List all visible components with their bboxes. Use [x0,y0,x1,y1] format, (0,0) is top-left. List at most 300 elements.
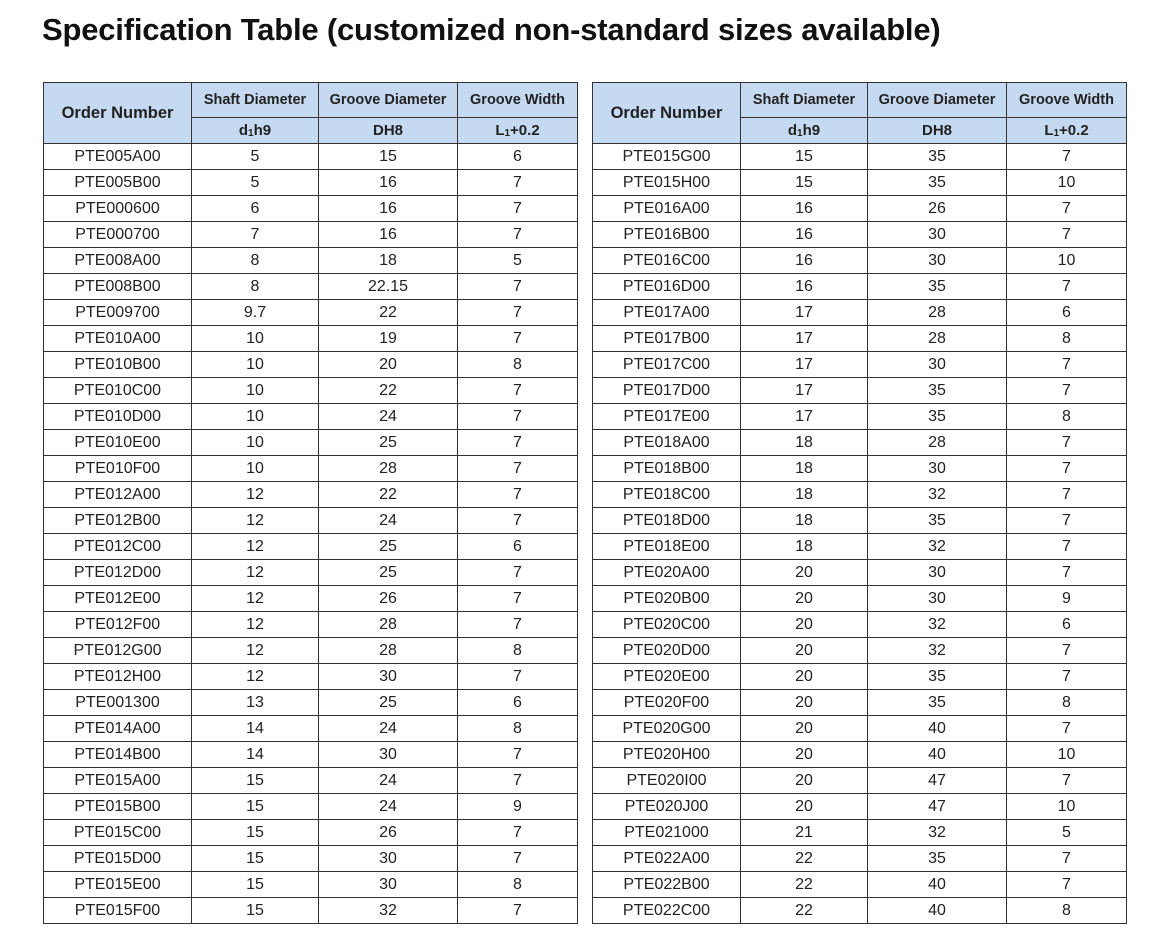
shaft-diameter-cell: 10 [192,326,319,352]
groove-diameter-cell: 26 [319,820,458,846]
groove-width-cell: 7 [458,586,578,612]
groove-diameter-cell: 24 [319,716,458,742]
shaft-diameter-cell: 12 [192,508,319,534]
groove-diameter-cell: 16 [319,196,458,222]
shaft-diameter-cell: 17 [741,300,868,326]
shaft-diameter-cell: 16 [741,274,868,300]
header-groove-diameter: Groove Diameter [319,83,458,118]
header-shaft-diameter: Shaft Diameter [192,83,319,118]
table-row [44,196,578,222]
groove-width-cell: 7 [458,560,578,586]
groove-width-cell: 6 [1007,300,1127,326]
order-number-cell: PTE010F00 [44,456,192,482]
order-number-cell: PTE017E00 [593,404,741,430]
table-row [593,482,1127,508]
shaft-diameter-cell: 20 [741,560,868,586]
groove-width-cell: 7 [458,508,578,534]
groove-width-cell: 7 [458,222,578,248]
groove-diameter-cell: 28 [319,456,458,482]
groove-width-cell: 7 [458,274,578,300]
groove-diameter-cell: 18 [319,248,458,274]
groove-width-cell: 10 [1007,742,1127,768]
table-row [593,404,1127,430]
order-number-cell: PTE010E00 [44,430,192,456]
shaft-diameter-cell: 22 [741,846,868,872]
header-shaft-unit: $d_1h9$ [192,118,319,144]
table-row [44,404,578,430]
groove-width-cell: 7 [1007,456,1127,482]
table-row [44,612,578,638]
order-number-cell: PTE012E00 [44,586,192,612]
table-row [593,846,1127,872]
groove-diameter-cell: 16 [319,170,458,196]
table-row [44,560,578,586]
order-number-cell: PTE018D00 [593,508,741,534]
groove-diameter-cell: 40 [868,898,1007,924]
groove-width-cell: 9 [1007,586,1127,612]
groove-diameter-cell: 35 [868,664,1007,690]
groove-width-cell: 7 [458,664,578,690]
shaft-diameter-cell: 15 [192,794,319,820]
groove-width-cell: 8 [458,716,578,742]
groove-diameter-cell: 24 [319,794,458,820]
order-number-cell: PTE018B00 [593,456,741,482]
page-title: Specification Table (customized non-standard sizes available) [42,12,941,47]
groove-diameter-cell: 16 [319,222,458,248]
table-row [593,352,1127,378]
groove-width-cell: 6 [1007,612,1127,638]
order-number-cell: PTE020G00 [593,716,741,742]
table-row [44,144,578,170]
header-groove-width: Groove Width [458,83,578,118]
shaft-diameter-cell: 20 [741,690,868,716]
groove-width-cell: 7 [1007,534,1127,560]
shaft-diameter-cell: 12 [192,534,319,560]
order-number-cell: PTE020C00 [593,612,741,638]
order-number-cell: PTE021000 [593,820,741,846]
order-number-cell: PTE020B00 [593,586,741,612]
table-row [44,794,578,820]
table-row [44,508,578,534]
groove-width-cell: 7 [1007,378,1127,404]
table-row [593,170,1127,196]
shaft-diameter-cell: 9.7 [192,300,319,326]
groove-diameter-cell: 35 [868,690,1007,716]
groove-width-cell: 8 [1007,690,1127,716]
groove-diameter-cell: 22 [319,378,458,404]
order-number-cell: PTE012C00 [44,534,192,560]
header-shaft-diameter: Shaft Diameter [741,83,868,118]
groove-width-cell: 7 [458,482,578,508]
table-row [593,534,1127,560]
groove-width-cell: 7 [1007,560,1127,586]
groove-width-cell: 8 [1007,326,1127,352]
table-row [593,898,1127,924]
order-number-cell: PTE010D00 [44,404,192,430]
table-row [593,144,1127,170]
table-row [44,638,578,664]
shaft-diameter-cell: 14 [192,742,319,768]
table-row [44,898,578,924]
groove-diameter-cell: 24 [319,768,458,794]
order-number-cell: PTE010C00 [44,378,192,404]
groove-diameter-cell: 28 [319,612,458,638]
groove-diameter-cell: 30 [868,352,1007,378]
order-number-cell: PTE016A00 [593,196,741,222]
order-number-cell: PTE012B00 [44,508,192,534]
shaft-diameter-cell: 17 [741,326,868,352]
groove-width-cell: 7 [1007,482,1127,508]
groove-diameter-cell: 35 [868,508,1007,534]
table-row [44,378,578,404]
groove-diameter-cell: 30 [868,248,1007,274]
order-number-cell: PTE015E00 [44,872,192,898]
groove-diameter-cell: 15 [319,144,458,170]
order-number-cell: PTE020D00 [593,638,741,664]
groove-width-cell: 7 [1007,508,1127,534]
order-number-cell: PTE015H00 [593,170,741,196]
groove-diameter-cell: 30 [868,222,1007,248]
order-number-cell: PTE008A00 [44,248,192,274]
groove-width-cell: 6 [458,690,578,716]
groove-diameter-cell: 47 [868,794,1007,820]
groove-diameter-cell: 32 [868,482,1007,508]
groove-diameter-cell: 25 [319,690,458,716]
table-row [593,378,1127,404]
order-number-cell: PTE015G00 [593,144,741,170]
shaft-diameter-cell: 12 [192,586,319,612]
shaft-diameter-cell: 5 [192,170,319,196]
groove-diameter-cell: 35 [868,846,1007,872]
order-number-cell: PTE020H00 [593,742,741,768]
groove-width-cell: 7 [1007,222,1127,248]
groove-width-cell: 8 [1007,898,1127,924]
shaft-diameter-cell: 5 [192,144,319,170]
order-number-cell: PTE022C00 [593,898,741,924]
groove-width-cell: 7 [458,326,578,352]
shaft-diameter-cell: 22 [741,872,868,898]
shaft-diameter-cell: 20 [741,742,868,768]
groove-diameter-cell: 28 [319,638,458,664]
groove-width-cell: 8 [458,872,578,898]
spec-table-right [592,82,1127,924]
order-number-cell: PTE018A00 [593,430,741,456]
groove-width-cell: 5 [458,248,578,274]
table-row [44,742,578,768]
order-number-cell: PTE017A00 [593,300,741,326]
groove-diameter-cell: 47 [868,768,1007,794]
groove-width-cell: 7 [458,456,578,482]
order-number-cell: PTE020I00 [593,768,741,794]
order-number-cell: PTE015D00 [44,846,192,872]
groove-diameter-cell: 20 [319,352,458,378]
groove-diameter-cell: 22 [319,482,458,508]
groove-width-cell: 7 [458,430,578,456]
groove-width-cell: 7 [1007,638,1127,664]
groove-width-cell: 7 [458,846,578,872]
shaft-diameter-cell: 21 [741,820,868,846]
order-number-cell: PTE009700 [44,300,192,326]
table-row [44,326,578,352]
shaft-diameter-cell: 10 [192,378,319,404]
groove-width-cell: 7 [1007,664,1127,690]
header-groove-width-unit: $L_1+0.2$ [1007,118,1127,144]
table-row [44,430,578,456]
order-number-cell: PTE022B00 [593,872,741,898]
groove-width-cell: 7 [458,196,578,222]
header-groove-diameter-unit: DH8 [868,118,1007,144]
order-number-cell: PTE014A00 [44,716,192,742]
shaft-diameter-cell: 12 [192,560,319,586]
order-number-cell: PTE012A00 [44,482,192,508]
order-number-cell: PTE022A00 [593,846,741,872]
table-row [593,456,1127,482]
table-row [593,560,1127,586]
table-row [593,690,1127,716]
groove-diameter-cell: 30 [868,586,1007,612]
groove-diameter-cell: 32 [868,534,1007,560]
order-number-cell: PTE012D00 [44,560,192,586]
table-row [593,196,1127,222]
shaft-diameter-cell: 8 [192,248,319,274]
groove-width-cell: 5 [1007,820,1127,846]
order-number-cell: PTE016D00 [593,274,741,300]
groove-width-cell: 7 [458,768,578,794]
shaft-diameter-cell: 10 [192,430,319,456]
table-row [44,690,578,716]
groove-width-cell: 10 [1007,794,1127,820]
groove-diameter-cell: 28 [868,300,1007,326]
shaft-diameter-cell: 15 [192,820,319,846]
shaft-diameter-cell: 15 [192,846,319,872]
groove-width-cell: 7 [458,170,578,196]
table-row [593,248,1127,274]
shaft-diameter-cell: 20 [741,768,868,794]
order-number-cell: PTE015A00 [44,768,192,794]
table-row [44,534,578,560]
order-number-cell: PTE020J00 [593,794,741,820]
order-number-cell: PTE020A00 [593,560,741,586]
groove-diameter-cell: 35 [868,144,1007,170]
header-shaft-unit: $d_1h9$ [741,118,868,144]
groove-diameter-cell: 35 [868,404,1007,430]
order-number-cell: PTE008B00 [44,274,192,300]
order-number-cell: PTE018C00 [593,482,741,508]
order-number-cell: PTE012F00 [44,612,192,638]
shaft-diameter-cell: 18 [741,508,868,534]
groove-width-cell: 7 [1007,352,1127,378]
groove-width-cell: 7 [1007,430,1127,456]
order-number-cell: PTE012H00 [44,664,192,690]
table-row [44,274,578,300]
shaft-diameter-cell: 20 [741,716,868,742]
groove-width-cell: 7 [1007,144,1127,170]
groove-diameter-cell: 30 [319,846,458,872]
table-row [44,716,578,742]
table-row [44,248,578,274]
order-number-cell: PTE001300 [44,690,192,716]
order-number-cell: PTE015C00 [44,820,192,846]
shaft-diameter-cell: 12 [192,664,319,690]
order-number-cell: PTE015B00 [44,794,192,820]
shaft-diameter-cell: 15 [741,144,868,170]
shaft-diameter-cell: 15 [192,768,319,794]
table-row [593,872,1127,898]
order-number-cell: PTE017C00 [593,352,741,378]
groove-diameter-cell: 28 [868,326,1007,352]
spec-table-left [43,82,578,924]
table-row [593,508,1127,534]
table-row [593,274,1127,300]
table-row [593,664,1127,690]
groove-diameter-cell: 24 [319,508,458,534]
groove-diameter-cell: 32 [868,612,1007,638]
order-number-cell: PTE005A00 [44,144,192,170]
order-number-cell: PTE000600 [44,196,192,222]
groove-diameter-cell: 25 [319,560,458,586]
shaft-diameter-cell: 10 [192,352,319,378]
groove-diameter-cell: 25 [319,430,458,456]
groove-diameter-cell: 30 [319,742,458,768]
groove-width-cell: 7 [458,742,578,768]
order-number-cell: PTE016B00 [593,222,741,248]
table-row [593,742,1127,768]
header-groove-diameter-unit: DH8 [319,118,458,144]
shaft-diameter-cell: 15 [741,170,868,196]
table-row [593,820,1127,846]
shaft-diameter-cell: 16 [741,248,868,274]
shaft-diameter-cell: 22 [741,898,868,924]
groove-width-cell: 7 [458,612,578,638]
groove-width-cell: 7 [1007,768,1127,794]
order-number-cell: PTE010A00 [44,326,192,352]
groove-width-cell: 8 [458,352,578,378]
order-number-cell: PTE015F00 [44,898,192,924]
shaft-diameter-cell: 6 [192,196,319,222]
table-row [593,612,1127,638]
shaft-diameter-cell: 20 [741,586,868,612]
shaft-diameter-cell: 16 [741,222,868,248]
shaft-diameter-cell: 14 [192,716,319,742]
shaft-diameter-cell: 10 [192,404,319,430]
groove-diameter-cell: 19 [319,326,458,352]
shaft-diameter-cell: 18 [741,534,868,560]
header-groove-width: Groove Width [1007,83,1127,118]
table-row [44,170,578,196]
table-row [593,326,1127,352]
groove-diameter-cell: 32 [868,820,1007,846]
table-row [593,716,1127,742]
table-row [593,638,1127,664]
header-order-number: Order Number [593,83,741,144]
header-groove-diameter: Groove Diameter [868,83,1007,118]
groove-width-cell: 7 [1007,846,1127,872]
groove-diameter-cell: 40 [868,716,1007,742]
shaft-diameter-cell: 17 [741,404,868,430]
order-number-cell: PTE010B00 [44,352,192,378]
table-row [44,820,578,846]
groove-width-cell: 10 [1007,248,1127,274]
order-number-cell: PTE020E00 [593,664,741,690]
groove-width-cell: 7 [458,300,578,326]
shaft-diameter-cell: 20 [741,794,868,820]
order-number-cell: PTE012G00 [44,638,192,664]
shaft-diameter-cell: 18 [741,430,868,456]
table-row [44,846,578,872]
shaft-diameter-cell: 17 [741,352,868,378]
shaft-diameter-cell: 18 [741,456,868,482]
table-row [44,300,578,326]
table-row [593,222,1127,248]
groove-diameter-cell: 40 [868,872,1007,898]
groove-diameter-cell: 30 [319,664,458,690]
shaft-diameter-cell: 16 [741,196,868,222]
groove-width-cell: 8 [458,638,578,664]
table-row [44,586,578,612]
groove-width-cell: 7 [1007,872,1127,898]
table-row [593,300,1127,326]
groove-diameter-cell: 30 [868,456,1007,482]
groove-width-cell: 7 [458,898,578,924]
order-number-cell: PTE017D00 [593,378,741,404]
order-number-cell: PTE018E00 [593,534,741,560]
shaft-diameter-cell: 15 [192,872,319,898]
groove-width-cell: 7 [458,820,578,846]
groove-diameter-cell: 22.15 [319,274,458,300]
groove-diameter-cell: 22 [319,300,458,326]
table-row [44,872,578,898]
groove-diameter-cell: 32 [868,638,1007,664]
groove-width-cell: 10 [1007,170,1127,196]
groove-diameter-cell: 35 [868,378,1007,404]
shaft-diameter-cell: 10 [192,456,319,482]
shaft-diameter-cell: 12 [192,612,319,638]
shaft-diameter-cell: 7 [192,222,319,248]
groove-diameter-cell: 30 [868,560,1007,586]
order-number-cell: PTE014B00 [44,742,192,768]
groove-diameter-cell: 40 [868,742,1007,768]
order-number-cell: PTE016C00 [593,248,741,274]
table-row [593,586,1127,612]
shaft-diameter-cell: 15 [192,898,319,924]
header-order-number: Order Number [44,83,192,144]
shaft-diameter-cell: 8 [192,274,319,300]
groove-diameter-cell: 32 [319,898,458,924]
groove-diameter-cell: 35 [868,170,1007,196]
table-row [593,768,1127,794]
shaft-diameter-cell: 17 [741,378,868,404]
groove-diameter-cell: 26 [319,586,458,612]
groove-width-cell: 6 [458,144,578,170]
order-number-cell: PTE020F00 [593,690,741,716]
table-row [44,352,578,378]
groove-width-cell: 7 [458,378,578,404]
groove-diameter-cell: 25 [319,534,458,560]
shaft-diameter-cell: 13 [192,690,319,716]
groove-width-cell: 7 [1007,196,1127,222]
shaft-diameter-cell: 20 [741,612,868,638]
groove-width-cell: 8 [1007,404,1127,430]
table-row [44,222,578,248]
header-groove-width-unit: $L_1+0.2$ [458,118,578,144]
table-row [44,768,578,794]
shaft-diameter-cell: 20 [741,638,868,664]
table-row [44,482,578,508]
groove-diameter-cell: 28 [868,430,1007,456]
groove-width-cell: 7 [458,404,578,430]
groove-diameter-cell: 26 [868,196,1007,222]
groove-diameter-cell: 30 [319,872,458,898]
